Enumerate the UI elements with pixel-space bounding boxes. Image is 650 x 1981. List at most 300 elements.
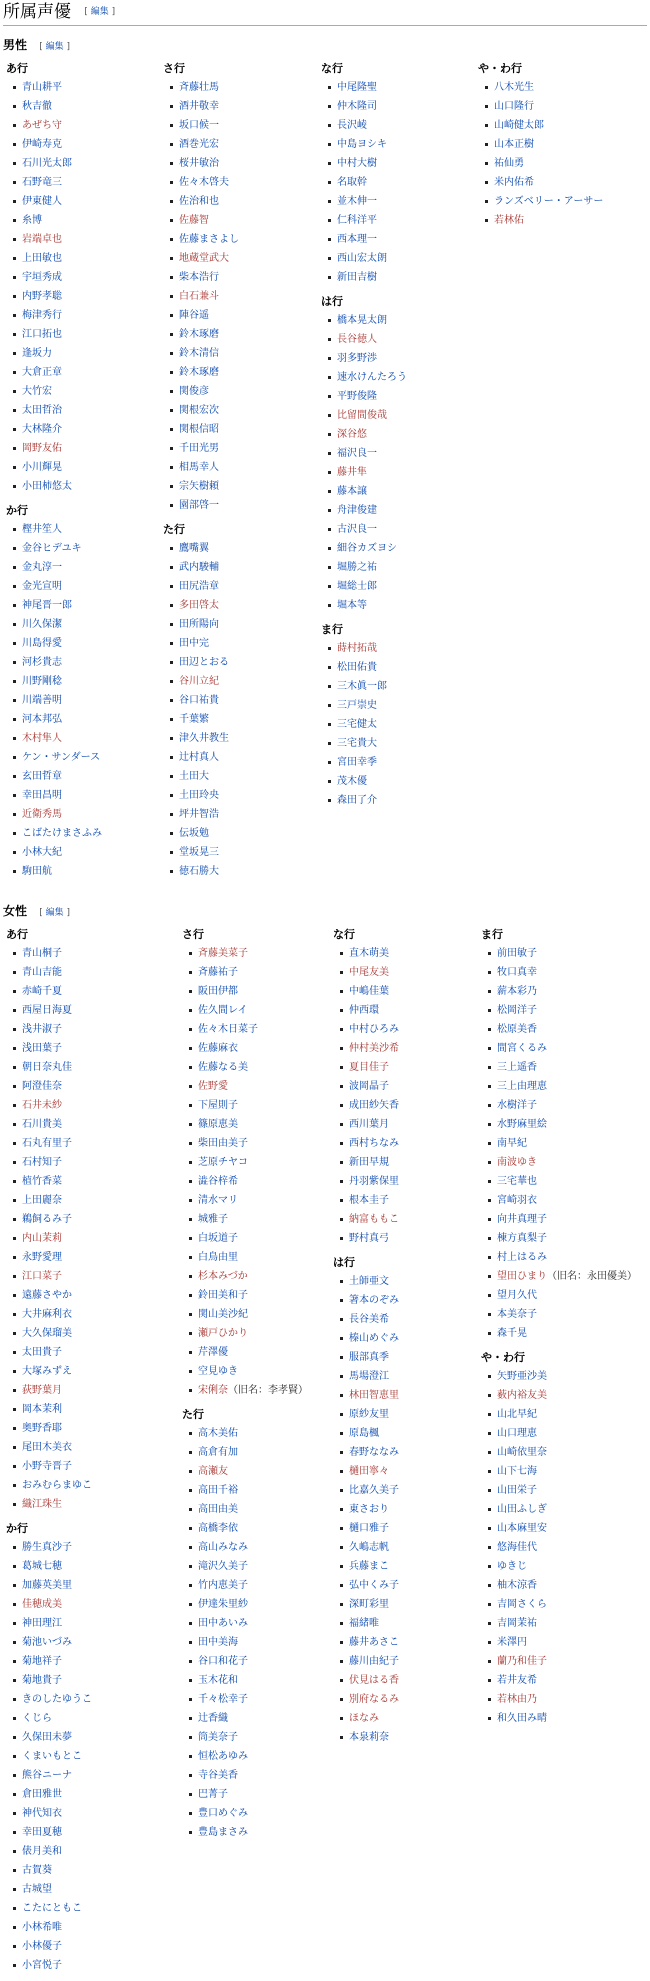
link-name[interactable]: 糸博	[22, 215, 42, 226]
link-name[interactable]: 古沢良一	[337, 524, 377, 535]
link-name[interactable]: 仲西環	[349, 1005, 379, 1016]
link-name[interactable]: 松岡洋子	[497, 1005, 537, 1016]
link-name[interactable]: 鷹嘴翼	[179, 543, 209, 554]
link-name[interactable]: 関根宏次	[179, 405, 219, 416]
link-name[interactable]: 三宅華也	[497, 1176, 537, 1187]
link-name[interactable]: 並木伸一	[337, 196, 377, 207]
redlink-name[interactable]: 別府なるみ	[349, 1694, 399, 1705]
link-name[interactable]: 小川輝晃	[22, 462, 62, 473]
link-name[interactable]: 原紗友里	[349, 1409, 389, 1420]
link-name[interactable]: 浅井淑子	[22, 1024, 62, 1035]
link-name[interactable]: 宮田幸季	[337, 757, 377, 768]
link-name[interactable]: 藤井あさこ	[349, 1637, 399, 1648]
link-name[interactable]: 伊崎寿克	[22, 139, 62, 150]
link-name[interactable]: 佐々木日菜子	[198, 1024, 258, 1035]
link-name[interactable]: 河本邦弘	[22, 714, 62, 725]
link-name[interactable]: 石川光太郎	[22, 158, 72, 169]
redlink-name[interactable]: 仲村美沙希	[349, 1043, 399, 1054]
link-name[interactable]: 舟津俊建	[337, 505, 377, 516]
link-name[interactable]: 和久田み晴	[497, 1713, 547, 1724]
redlink-name[interactable]: 中尾友美	[349, 967, 389, 978]
link-name[interactable]: 弘中くみ子	[349, 1580, 399, 1591]
link-name[interactable]: 久嶋志帆	[349, 1542, 389, 1553]
link-name[interactable]: 太田貴子	[22, 1347, 62, 1358]
link-name[interactable]: 山田ふしぎ	[497, 1504, 547, 1515]
link-name[interactable]: 下屋則子	[198, 1100, 238, 1111]
link-name[interactable]: 川久保潔	[22, 619, 62, 630]
link-name[interactable]: 相馬幸人	[179, 462, 219, 473]
link-name[interactable]: 青山耕平	[22, 82, 62, 93]
link-name[interactable]: 辻香織	[198, 1713, 228, 1724]
link-name[interactable]: 関根信昭	[179, 424, 219, 435]
link-name[interactable]: 直木萌美	[349, 948, 389, 959]
link-name[interactable]: 江口拓也	[22, 329, 62, 340]
link-name[interactable]: 橋本晃太朗	[337, 315, 387, 326]
link-name[interactable]: 柴田由美子	[198, 1138, 248, 1149]
link-name[interactable]: 宮崎羽衣	[497, 1195, 537, 1206]
link-name[interactable]: 樫井笙人	[22, 524, 62, 535]
link-name[interactable]: 南早紀	[497, 1138, 527, 1149]
link-name[interactable]: 澁谷梓希	[198, 1176, 238, 1187]
link-name[interactable]: 土田大	[179, 771, 209, 782]
redlink-name[interactable]: 織江珠生	[22, 1499, 62, 1510]
redlink-name[interactable]: 杉本みづか	[198, 1271, 248, 1282]
link-name[interactable]: 上田麗奈	[22, 1195, 62, 1206]
link-name[interactable]: 佐藤なる美	[198, 1062, 248, 1073]
link-name[interactable]: 内野孝聡	[22, 291, 62, 302]
link-name[interactable]: 菊池いづみ	[22, 1637, 72, 1648]
link-name[interactable]: 米内佑希	[494, 177, 534, 188]
redlink-name[interactable]: 高瀬友	[198, 1466, 228, 1477]
link-name[interactable]: 田辺とおる	[179, 657, 229, 668]
redlink-name[interactable]: 薮内裕友美	[497, 1390, 547, 1401]
link-name[interactable]: 堀本等	[337, 600, 367, 611]
redlink-name[interactable]: 納富ももこ	[349, 1214, 399, 1225]
link-name[interactable]: 向井真理子	[497, 1214, 547, 1225]
link-name[interactable]: 服部真季	[349, 1352, 389, 1363]
redlink-name[interactable]: 樋田寧々	[349, 1466, 389, 1477]
link-name[interactable]: 羽多野渉	[337, 353, 377, 364]
redlink-name[interactable]: 蘭乃和佳子	[497, 1656, 547, 1667]
link-name[interactable]: 矢野亜沙美	[497, 1371, 547, 1382]
link-name[interactable]: 青山桐子	[22, 948, 62, 959]
link-name[interactable]: 望月久代	[497, 1290, 537, 1301]
link-name[interactable]: 小林優子	[22, 1941, 62, 1952]
redlink-name[interactable]: 佐野愛	[198, 1081, 228, 1092]
redlink-name[interactable]: 若林由乃	[497, 1694, 537, 1705]
link-name[interactable]: 本美奈子	[497, 1309, 537, 1320]
link-name[interactable]: 坂口候一	[179, 120, 219, 131]
redlink-name[interactable]: 藤井隼	[337, 467, 367, 478]
link-name[interactable]: 川端善明	[22, 695, 62, 706]
link-name[interactable]: 太田哲治	[22, 405, 62, 416]
link-name[interactable]: 佐藤麻衣	[198, 1043, 238, 1054]
link-name[interactable]: 田所陽向	[179, 619, 219, 630]
link-name[interactable]: 茂木優	[337, 776, 367, 787]
link-name[interactable]: 篠原恵美	[198, 1119, 238, 1130]
link-name[interactable]: 堀勝之祐	[337, 562, 377, 573]
link-name[interactable]: 豊口めぐみ	[198, 1808, 248, 1819]
link-name[interactable]: 高橋李依	[198, 1523, 238, 1534]
edit-link[interactable]: 編集	[45, 908, 64, 918]
link-name[interactable]: 鈴田美和子	[198, 1290, 248, 1301]
link-name[interactable]: ケン・サンダース	[22, 752, 101, 763]
link-name[interactable]: 岡本茉利	[22, 1404, 62, 1415]
redlink-name[interactable]: 瀬戸ひかり	[198, 1328, 248, 1339]
link-name[interactable]: 長谷美希	[349, 1314, 389, 1325]
link-name[interactable]: 葛城七穂	[22, 1561, 62, 1572]
link-name[interactable]: 土田玲央	[179, 790, 219, 801]
link-name[interactable]: 佐藤まさよし	[179, 234, 239, 245]
link-name[interactable]: 佐治和也	[179, 196, 219, 207]
link-name[interactable]: 酒井敬幸	[179, 101, 219, 112]
redlink-name[interactable]: ほなみ	[349, 1713, 379, 1724]
edit-link[interactable]: 編集	[90, 7, 109, 17]
link-name[interactable]: 福緒唯	[349, 1618, 379, 1629]
link-name[interactable]: 牧口真幸	[497, 967, 537, 978]
link-name[interactable]: 秋吉徹	[22, 101, 52, 112]
link-name[interactable]: 陣谷遥	[179, 310, 209, 321]
link-name[interactable]: 伊達朱里紗	[198, 1599, 248, 1610]
link-name[interactable]: 関山美沙紀	[198, 1309, 248, 1320]
link-name[interactable]: 高山みなみ	[198, 1542, 248, 1553]
redlink-name[interactable]: 近衛秀馬	[22, 809, 62, 820]
link-name[interactable]: 阪田伊都	[198, 986, 238, 997]
link-name[interactable]: 小林大紀	[22, 847, 62, 858]
link-name[interactable]: 中尾隆聖	[337, 82, 377, 93]
link-name[interactable]: 本泉莉奈	[349, 1732, 389, 1743]
link-name[interactable]: ランズベリー・アーサー	[494, 196, 604, 207]
link-name[interactable]: 金光宣明	[22, 581, 62, 592]
link-name[interactable]: 巴菁子	[198, 1789, 228, 1800]
link-name[interactable]: 山北早紀	[497, 1409, 537, 1420]
link-name[interactable]: 芹澤優	[198, 1347, 228, 1358]
link-name[interactable]: 豊島まさみ	[198, 1827, 248, 1838]
link-name[interactable]: 水野麻里絵	[497, 1119, 547, 1130]
link-name[interactable]: 中村ひろみ	[349, 1024, 399, 1035]
redlink-name[interactable]: 蒔村拓哉	[337, 643, 377, 654]
link-name[interactable]: 恒松あゆみ	[198, 1751, 248, 1762]
link-name[interactable]: 柴本浩行	[179, 272, 219, 283]
link-name[interactable]: 鈴木琢磨	[179, 367, 219, 378]
link-name[interactable]: 俵月美和	[22, 1846, 62, 1857]
link-name[interactable]: 波岡晶子	[349, 1081, 389, 1092]
link-name[interactable]: 川野剛稔	[22, 676, 62, 687]
link-name[interactable]: 原島楓	[349, 1428, 379, 1439]
link-name[interactable]: 中島ヨシキ	[337, 139, 387, 150]
link-name[interactable]: 祐仙勇	[494, 158, 524, 169]
edit-link[interactable]: 編集	[45, 42, 64, 52]
link-name[interactable]: 三宅健太	[337, 719, 377, 730]
link-name[interactable]: 伊東健人	[22, 196, 62, 207]
redlink-name[interactable]: 多田啓太	[179, 600, 219, 611]
link-name[interactable]: くまいもとこ	[22, 1751, 82, 1762]
link-name[interactable]: 宗矢樹頼	[179, 481, 219, 492]
link-name[interactable]: 古城望	[22, 1884, 52, 1895]
link-name[interactable]: 新田早規	[349, 1157, 389, 1168]
link-name[interactable]: ゆきじ	[497, 1561, 527, 1572]
link-name[interactable]: 谷口祐貴	[179, 695, 219, 706]
link-name[interactable]: 斉藤壮馬	[179, 82, 219, 93]
redlink-name[interactable]: 佳穂成美	[22, 1599, 62, 1610]
link-name[interactable]: 鈴木琢磨	[179, 329, 219, 340]
redlink-name[interactable]: 宋俐奈	[198, 1385, 228, 1396]
link-name[interactable]: 前田敏子	[497, 948, 537, 959]
link-name[interactable]: 武内駿輔	[179, 562, 219, 573]
link-name[interactable]: きのしたゆうこ	[22, 1694, 92, 1705]
link-name[interactable]: 金谷ヒデユキ	[22, 543, 82, 554]
link-name[interactable]: 西屋日海夏	[22, 1005, 72, 1016]
link-name[interactable]: 樋口雅子	[349, 1523, 389, 1534]
link-name[interactable]: 斉藤祐子	[198, 967, 238, 978]
link-name[interactable]: 高田千裕	[198, 1485, 238, 1496]
link-name[interactable]: 千々松幸子	[198, 1694, 248, 1705]
redlink-name[interactable]: 谷川立紀	[179, 676, 219, 687]
link-name[interactable]: 佐久間レイ	[198, 1005, 248, 1016]
link-name[interactable]: 倉田雅世	[22, 1789, 62, 1800]
link-name[interactable]: 吉岡茉祐	[497, 1618, 537, 1629]
link-name[interactable]: 清水マリ	[198, 1195, 238, 1206]
link-name[interactable]: 山崎健太郎	[494, 120, 544, 131]
link-name[interactable]: 久保田未夢	[22, 1732, 72, 1743]
redlink-name[interactable]: 岩端卓也	[22, 234, 62, 245]
link-name[interactable]: 柚木涼香	[497, 1580, 537, 1591]
redlink-name[interactable]: 望田ひまり	[497, 1271, 547, 1282]
link-name[interactable]: 名取幹	[337, 177, 367, 188]
link-name[interactable]: 三戸崇史	[337, 700, 377, 711]
redlink-name[interactable]: 南波ゆき	[497, 1157, 537, 1168]
redlink-name[interactable]: 長谷徳人	[337, 334, 377, 345]
link-name[interactable]: 千田光男	[179, 443, 219, 454]
link-name[interactable]: 兵藤まこ	[349, 1561, 389, 1572]
link-name[interactable]: 石川貴美	[22, 1119, 62, 1130]
link-name[interactable]: 山下七海	[497, 1466, 537, 1477]
link-name[interactable]: 石村知子	[22, 1157, 62, 1168]
link-name[interactable]: 高田由美	[198, 1504, 238, 1515]
link-name[interactable]: 小宮悦子	[22, 1960, 62, 1971]
redlink-name[interactable]: あぜち守	[22, 120, 62, 131]
link-name[interactable]: 城雅子	[198, 1214, 228, 1225]
link-name[interactable]: 比嘉久美子	[349, 1485, 399, 1496]
link-name[interactable]: 上田敏也	[22, 253, 62, 264]
link-name[interactable]: 空見ゆき	[198, 1366, 238, 1377]
link-name[interactable]: 田中完	[179, 638, 209, 649]
link-name[interactable]: 植竹香菜	[22, 1176, 62, 1187]
link-name[interactable]: 石野竜三	[22, 177, 62, 188]
link-name[interactable]: 悠海佳代	[497, 1542, 537, 1553]
link-name[interactable]: 筒美奈子	[198, 1732, 238, 1743]
redlink-name[interactable]: 江口菜子	[22, 1271, 62, 1282]
link-name[interactable]: 大久保瑠美	[22, 1328, 72, 1339]
redlink-name[interactable]: 比留間俊哉	[337, 410, 387, 421]
redlink-name[interactable]: 林田智恵里	[349, 1390, 399, 1401]
link-name[interactable]: 仁科洋平	[337, 215, 377, 226]
link-name[interactable]: 高木美佑	[198, 1428, 238, 1439]
redlink-name[interactable]: 木村隼人	[22, 733, 62, 744]
link-name[interactable]: 坪井智浩	[179, 809, 219, 820]
link-name[interactable]: 赤崎千夏	[22, 986, 62, 997]
link-name[interactable]: 大林隆介	[22, 424, 62, 435]
link-name[interactable]: 幸田夏穂	[22, 1827, 62, 1838]
link-name[interactable]: 藤本譲	[337, 486, 367, 497]
link-name[interactable]: 阿澄佳奈	[22, 1081, 62, 1092]
link-name[interactable]: 鵜飼るみ子	[22, 1214, 72, 1225]
link-name[interactable]: 山口理恵	[497, 1428, 537, 1439]
redlink-name[interactable]: 深谷悠	[337, 429, 367, 440]
link-name[interactable]: 伝坂勉	[179, 828, 209, 839]
link-name[interactable]: 三上遥香	[497, 1062, 537, 1073]
redlink-name[interactable]: 伏見はる香	[349, 1675, 399, 1686]
link-name[interactable]: 佐々木啓夫	[179, 177, 229, 188]
link-name[interactable]: 箸本のぞみ	[349, 1295, 399, 1306]
link-name[interactable]: 滝沢久美子	[198, 1561, 248, 1572]
link-name[interactable]: 森千晃	[497, 1328, 527, 1339]
link-name[interactable]: 玉木花和	[198, 1675, 238, 1686]
link-name[interactable]: 田中美海	[198, 1637, 238, 1648]
link-name[interactable]: 西山宏太朗	[337, 253, 387, 264]
link-name[interactable]: 白坂道子	[198, 1233, 238, 1244]
link-name[interactable]: 古賀葵	[22, 1865, 52, 1876]
redlink-name[interactable]: 地蔵堂武大	[179, 253, 229, 264]
link-name[interactable]: 新田吉樹	[337, 272, 377, 283]
link-name[interactable]: 春野ななみ	[349, 1447, 399, 1458]
link-name[interactable]: 玄田哲章	[22, 771, 62, 782]
link-name[interactable]: 長沢崚	[337, 120, 367, 131]
link-name[interactable]: 馬場澄江	[349, 1371, 389, 1382]
redlink-name[interactable]: 石井未紗	[22, 1100, 62, 1111]
link-name[interactable]: 川島得愛	[22, 638, 62, 649]
link-name[interactable]: 三木眞一郎	[337, 681, 387, 692]
link-name[interactable]: 米澤円	[497, 1637, 527, 1648]
link-name[interactable]: 徳石勝大	[179, 866, 219, 877]
link-name[interactable]: 寺谷美香	[198, 1770, 238, 1781]
link-name[interactable]: 堀総士郎	[337, 581, 377, 592]
link-name[interactable]: 小野寺晋子	[22, 1461, 72, 1472]
link-name[interactable]: 東さおり	[349, 1504, 389, 1515]
link-name[interactable]: 加藤英美里	[22, 1580, 72, 1591]
link-name[interactable]: 高倉有加	[198, 1447, 238, 1458]
link-name[interactable]: 奥野香耶	[22, 1423, 62, 1434]
redlink-name[interactable]: 若林佑	[494, 215, 524, 226]
link-name[interactable]: 野村真弓	[349, 1233, 389, 1244]
link-name[interactable]: 大竹宏	[22, 386, 52, 397]
link-name[interactable]: 若井友希	[497, 1675, 537, 1686]
redlink-name[interactable]: 岡野友佑	[22, 443, 62, 454]
link-name[interactable]: 福沢良一	[337, 448, 377, 459]
link-name[interactable]: 三宅貴大	[337, 738, 377, 749]
link-name[interactable]: 竹内恵美子	[198, 1580, 248, 1591]
link-name[interactable]: 松田佑貴	[337, 662, 377, 673]
link-name[interactable]: 青山吉能	[22, 967, 62, 978]
link-name[interactable]: 西川葉月	[349, 1119, 389, 1130]
link-name[interactable]: 永野愛理	[22, 1252, 62, 1263]
link-name[interactable]: 大井麻利衣	[22, 1309, 72, 1320]
link-name[interactable]: 森田了介	[337, 795, 377, 806]
link-name[interactable]: 山本麻里安	[497, 1523, 547, 1534]
link-name[interactable]: 平野俊隆	[337, 391, 377, 402]
link-name[interactable]: 水樹洋子	[497, 1100, 537, 1111]
link-name[interactable]: 勝生真沙子	[22, 1542, 72, 1553]
link-name[interactable]: 仲木隆司	[337, 101, 377, 112]
redlink-name[interactable]: 佐藤智	[179, 215, 209, 226]
link-name[interactable]: 鈴木清信	[179, 348, 219, 359]
link-name[interactable]: おみむらまゆこ	[22, 1480, 92, 1491]
link-name[interactable]: 宇垣秀成	[22, 272, 62, 283]
link-name[interactable]: 白鳥由里	[198, 1252, 238, 1263]
link-name[interactable]: 山本正樹	[494, 139, 534, 150]
redlink-name[interactable]: 荻野葉月	[22, 1385, 62, 1396]
link-name[interactable]: 細谷カズヨシ	[337, 543, 397, 554]
link-name[interactable]: 山崎依里奈	[497, 1447, 547, 1458]
link-name[interactable]: 谷口和花子	[198, 1656, 248, 1667]
link-name[interactable]: 大塚みずえ	[22, 1366, 72, 1377]
link-name[interactable]: 丹羽紫保里	[349, 1176, 399, 1187]
link-name[interactable]: 村上はるみ	[497, 1252, 547, 1263]
link-name[interactable]: 神代知衣	[22, 1808, 62, 1819]
link-name[interactable]: 菊地貴子	[22, 1675, 62, 1686]
link-name[interactable]: 辻村真人	[179, 752, 219, 763]
link-name[interactable]: 遠藤さやか	[22, 1290, 72, 1301]
link-name[interactable]: 津久井教生	[179, 733, 229, 744]
link-name[interactable]: 薪本彩乃	[497, 986, 537, 997]
link-name[interactable]: 田中あいみ	[198, 1618, 248, 1629]
redlink-name[interactable]: 内山茉莉	[22, 1233, 62, 1244]
link-name[interactable]: 土師亜文	[349, 1276, 389, 1287]
link-name[interactable]: くじら	[22, 1713, 52, 1724]
link-name[interactable]: 三上由理恵	[497, 1081, 547, 1092]
link-name[interactable]: 酒巻光宏	[179, 139, 219, 150]
link-name[interactable]: 山田栄子	[497, 1485, 537, 1496]
link-name[interactable]: 朝日奈丸佳	[22, 1062, 72, 1073]
link-name[interactable]: 小田柿悠太	[22, 481, 72, 492]
link-name[interactable]: 根本圭子	[349, 1195, 389, 1206]
link-name[interactable]: こばたけまさふみ	[22, 828, 102, 839]
link-name[interactable]: 浅田葉子	[22, 1043, 62, 1054]
link-name[interactable]: 堂坂晃三	[179, 847, 219, 858]
link-name[interactable]: こたにともこ	[22, 1903, 82, 1914]
link-name[interactable]: 梅津秀行	[22, 310, 62, 321]
link-name[interactable]: 大倉正章	[22, 367, 62, 378]
redlink-name[interactable]: 夏目佳子	[349, 1062, 389, 1073]
link-name[interactable]: 藤川由紀子	[349, 1656, 399, 1667]
link-name[interactable]: 西本理一	[337, 234, 377, 245]
link-name[interactable]: 間宮くるみ	[497, 1043, 547, 1054]
link-name[interactable]: 成田紗矢香	[349, 1100, 399, 1111]
link-name[interactable]: 桜井敏治	[179, 158, 219, 169]
link-name[interactable]: 神田理江	[22, 1618, 62, 1629]
link-name[interactable]: 棟方真梨子	[497, 1233, 547, 1244]
link-name[interactable]: 中嶋佳葉	[349, 986, 389, 997]
link-name[interactable]: 西村ちなみ	[349, 1138, 399, 1149]
link-name[interactable]: 小林希唯	[22, 1922, 62, 1933]
link-name[interactable]: 駒田航	[22, 866, 52, 877]
link-name[interactable]: 深町彩里	[349, 1599, 389, 1610]
link-name[interactable]: 河杉貴志	[22, 657, 62, 668]
link-name[interactable]: 芝原チヤコ	[198, 1157, 248, 1168]
link-name[interactable]: 神尾晋一郎	[22, 600, 72, 611]
link-name[interactable]: 菊地祥子	[22, 1656, 62, 1667]
link-name[interactable]: 金丸淳一	[22, 562, 62, 573]
link-name[interactable]: 尾田木美衣	[22, 1442, 72, 1453]
link-name[interactable]: 速水けんたろう	[337, 372, 407, 383]
link-name[interactable]: 関俊彦	[179, 386, 209, 397]
link-name[interactable]: 園部啓一	[179, 500, 219, 511]
link-name[interactable]: 田尻浩章	[179, 581, 219, 592]
link-name[interactable]: 幸田昌明	[22, 790, 62, 801]
link-name[interactable]: 八木光生	[494, 82, 534, 93]
link-name[interactable]: 中村大樹	[337, 158, 377, 169]
link-name[interactable]: 逢坂力	[22, 348, 52, 359]
